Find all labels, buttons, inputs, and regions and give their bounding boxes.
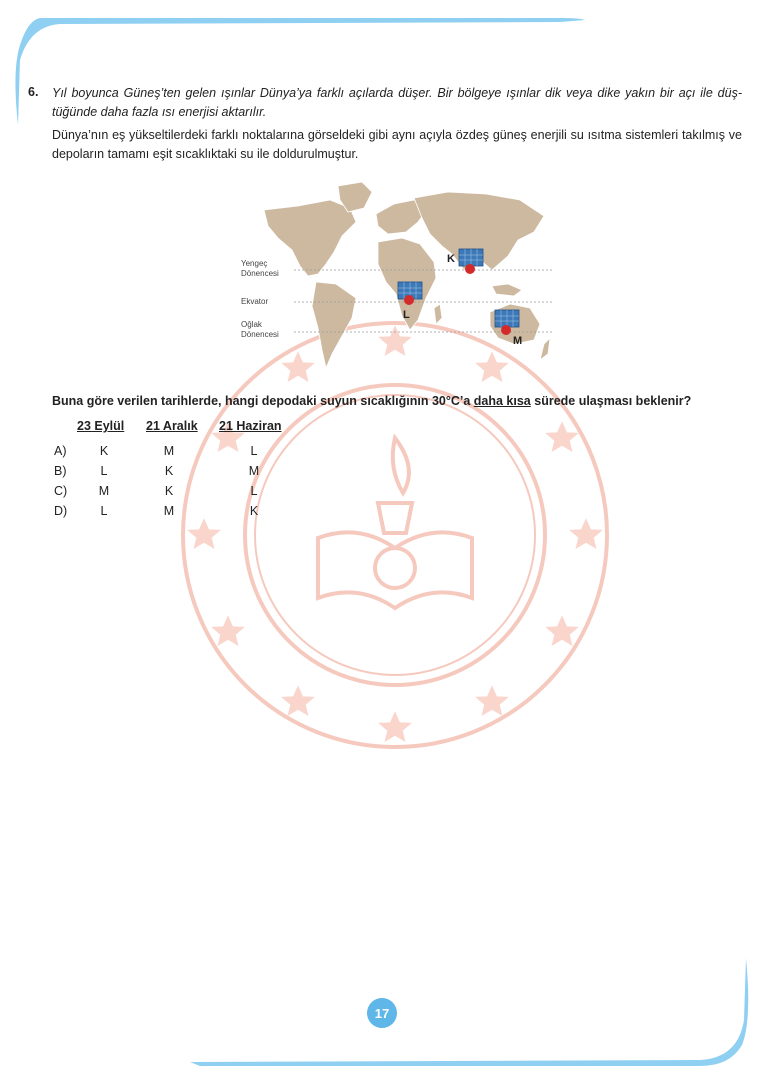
option-value: L	[100, 504, 108, 518]
column-header-dec21: 21 Aralık	[146, 419, 198, 433]
tropic-capricorn-label-line1: Oğlak	[241, 320, 262, 329]
marker-k-label: K	[447, 253, 455, 265]
column-header-jun21: 21 Haziran	[219, 419, 282, 433]
tropic-cancer-label-line2: Dönencesi	[241, 269, 279, 278]
option-label: B)	[54, 464, 67, 478]
option-value: L	[250, 444, 258, 458]
question-number: 6.	[28, 85, 39, 99]
prompt-text-end: sürede ulaşması beklenir?	[530, 394, 692, 408]
page-number-badge: 17	[367, 998, 397, 1028]
option-value: K	[164, 464, 174, 478]
question-body: Dünya’nın eş yükseltilerdeki farklı noktalarına görseldeki gibi aynı açıyla özdeş güneş enerjili su ısıtma sistemleri takılmış ve depoların tamamı eşit sıcaklıktaki su ile doldurulmuştur.	[52, 128, 742, 161]
option-value: K	[249, 504, 259, 518]
column-header-sep23: 23 Eylül	[77, 419, 125, 433]
equator-label: Ekvator	[241, 297, 269, 306]
question-prompt	[52, 394, 752, 408]
option-value: M	[163, 504, 175, 518]
option-value: L	[100, 464, 108, 478]
option-value: M	[98, 484, 110, 498]
option-value: M	[163, 444, 175, 458]
question-intro: Yıl boyunca Güneş’ten gelen ışınlar Dünya’ya farklı açılarda düşer. Bir bölgeye ışınlar dik veya dike yakın bir açı ile düş- tüğünde daha fazla ısı enerjisi aktarılır.	[52, 86, 742, 119]
tropic-capricorn-label-line2: Dönencesi	[241, 330, 279, 339]
world-map-figure	[238, 178, 552, 374]
option-value: L	[250, 484, 258, 498]
option-value: K	[164, 484, 174, 498]
option-label: D)	[54, 504, 68, 518]
prompt-text-start: Buna göre verilen tarihlerde, hangi depodaki suyun sıcaklığının 30°C’a	[52, 394, 474, 408]
marker-m-label: M	[513, 335, 523, 347]
marker-l-label: L	[403, 309, 410, 321]
tropic-cancer-label-line1: Yengeç	[241, 259, 268, 268]
ministry-seal-watermark	[178, 318, 612, 752]
prompt-emphasis: daha kısa	[473, 394, 531, 408]
option-label: A)	[54, 444, 67, 458]
option-value: K	[99, 444, 109, 458]
option-label: C)	[54, 484, 68, 498]
option-value: M	[248, 464, 260, 478]
